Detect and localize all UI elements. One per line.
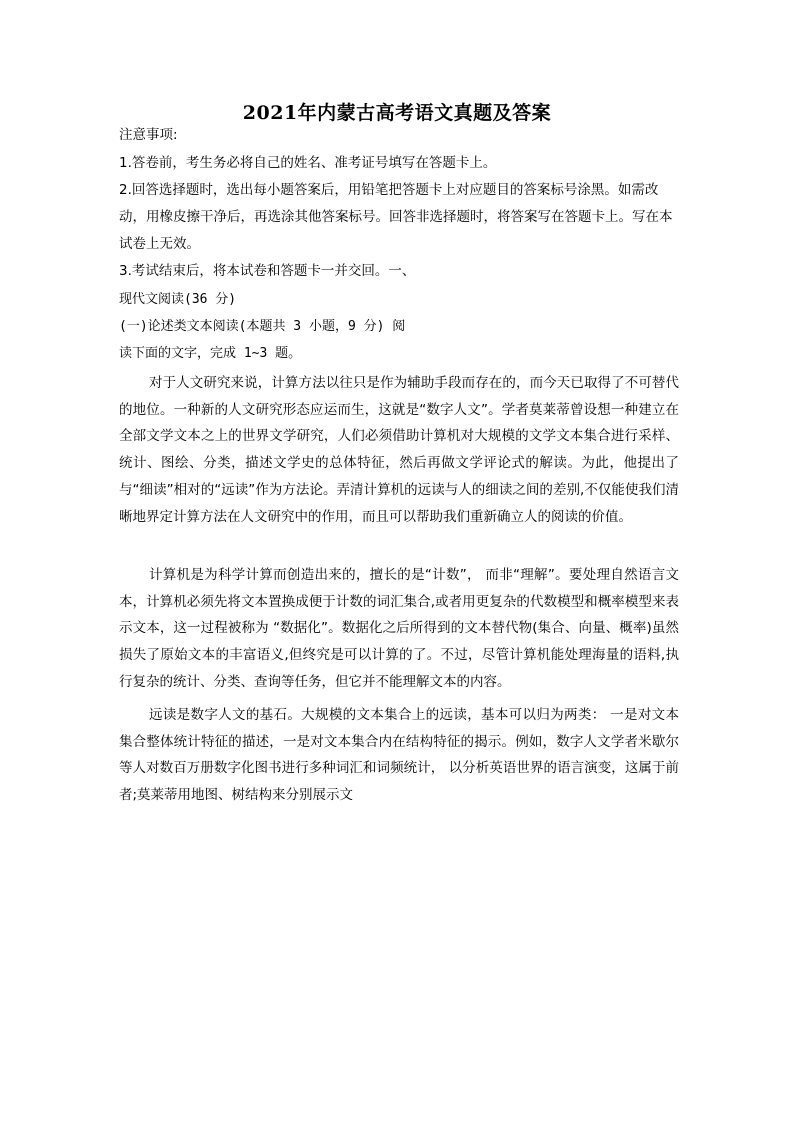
notice-heading: 注意事项: [119,127,178,143]
notice-item-1: 1.答卷前，考生务必将自己的姓名、准考证号填写在答题卡上。 [119,155,497,171]
section-heading: 现代文阅读(36 分) [119,292,237,307]
notice-item-2-line-1: 2.回答选择题时，选出每小题答案后，用铅笔把答题卡上对应题目的答案标号涂黑。如需改 [119,182,659,198]
passage-paragraph-1: 对于人文研究来说，计算方法以往只是作为辅助手段而存在的，而今天已取得了不可替代的地位。一种新的人文研究形态应运而生，这就是“数字人文”。学者莫莱蒂曾设想一种建立在全部文学文本之上的世界文学研究，人们必须借助计算机对大规模的文学文本集合进行采样、统计、图绘、分类，描述文学史的总体特征，然后再做文学评论式的解读。为此，他提出了与“细读”相对的“远读”作为方法论。弄清计算机的远读与人的细读之间的差别,不仅能使我们清晰地界定计算方法在人文研究中的作用，而且可以帮助我们重新确立人的阅读的价值。 [119,375,679,525]
passage-paragraph-3: 远读是数字人文的基石。大规模的文本集合上的远读，基本可以归为两类： 一是对文本集合整体统计特征的描述，一是对文本集合内在结构特征的揭示。例如，数字人文学者米歇尔等人对数百万册数字化图书进行多种词汇和词频统计， 以分析英语世界的语言演变，这属于前者;莫莱蒂用地图、树结构来分别展示文 [119,707,679,804]
document-title: 2021年内蒙古高考语文真题及答案 [242,102,552,124]
notice-item-2-line-2: 动，用橡皮擦干净后，再选涂其他答案标号。回答非选择题时，将答案写在答题卡上。写在本 [119,209,673,225]
passage-paragraph-2: 计算机是为科学计算而创造出来的，擅长的是“计数”， 而非“理解”。要处理自然语言文本，计算机必须先将文本置换成便于计数的词汇集合,或者用更复杂的代数模型和概率模型来表示文本，这一过程被称为 “数据化”。数据化之后所得到的文本替代物(集合、向量、概率)虽然损失了原始文本的丰富语义,但终究是可以计算的了。不过，尽管计算机能处理海量的语料,执行复杂的统计、分类、查询等任务，但它并不能理解文本的内容。 [119,567,679,690]
reading-instruction: 读下面的文字，完成 1~3 题。 [119,346,302,361]
subsection-heading: (一)论述类文本阅读(本题共 3 小题，9 分) 阅 [119,319,406,334]
notice-item-3: 3.考试结束后，将本试卷和答题卡一并交回。一、 [119,263,416,279]
notice-item-2-line-3: 试卷上无效。 [119,236,200,252]
